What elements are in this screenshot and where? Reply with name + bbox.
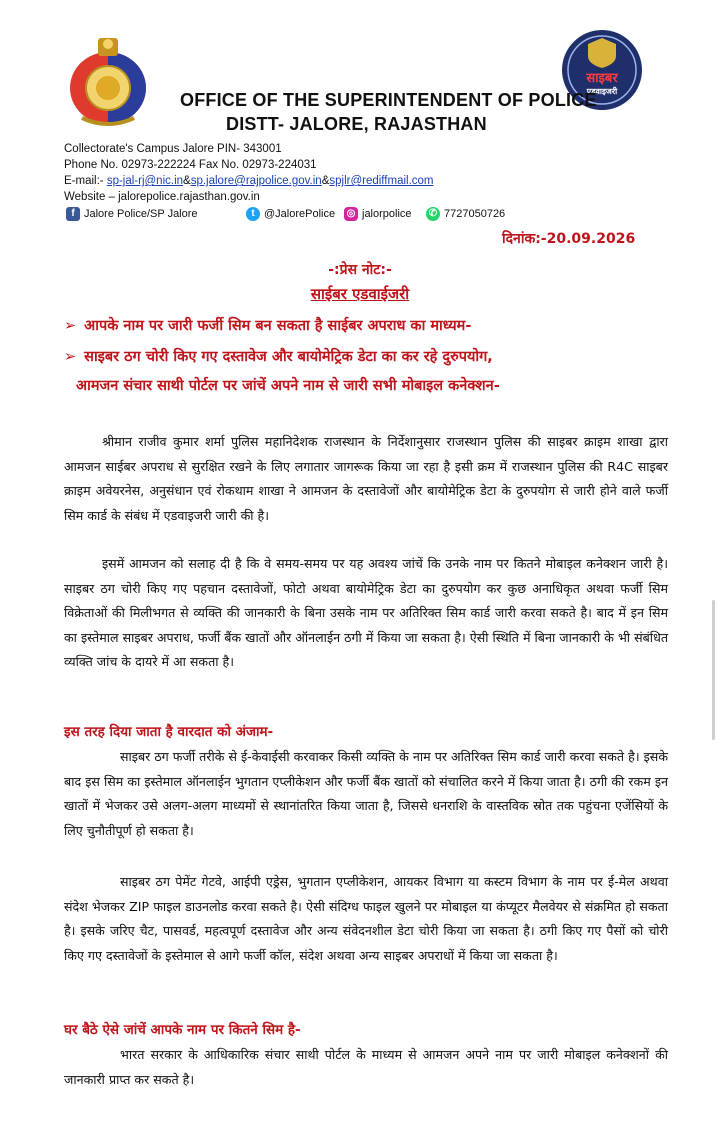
facebook-label: Jalore Police/SP Jalore <box>84 208 198 220</box>
advisory-title <box>0 284 720 304</box>
body-paragraph-5: भारत सरकार के आधिकारिक संचार साथी पोर्टल के माध्यम से आमजन अपने नाम पर जारी मोबाइल कनेक्शनों की जानकारी प्राप्त कर सकते है। <box>64 1047 668 1087</box>
facebook-link[interactable] <box>66 207 198 221</box>
body-paragraph-2: इसमें आमजन को सलाह दी है कि वे समय-समय पर यह अवश्य जांचें कि उनके नाम पर कितने मोबाइल कनेक्शन जारी है। साइबर ठग चोरी किए गए पहचान दस्तावेजों, फोटो अथवा बायोमेट्रिक डेटा का दुरुपयोग कर कुछ अनाधिकृत अथवा फर्जी सिम विक्रेताओं की मिलीभगत से व्यक्ति की जानकारी के बिना उसके नाम पर अतिरिक्त सिम कार्ड जारी करवा सकते है। बाद में इन सिम का इस्तेमाल साइबर अपराध, फर्जी बैंक खातों और ऑनलाईन ठगी में किया जा सकता है। ऐसी स्थिति में बिना जानकारी के भी संबंधित व्यक्ति जांच के दायरे में आ सकता है। <box>64 556 668 669</box>
body-paragraph-1: श्रीमान राजीव कुमार शर्मा पुलिस महानिदेशक राजस्थान के निर्देशानुसार राजस्थान पुलिस की साइबर क्राइम शाखा द्वारा आमजन साईबर अपराध से सुरक्षित रखने के लिए लगातार जागरूक किया जा रहा है इसी क्रम में राजस्थान पुलिस की R4C साइबर क्राइम अवेयरनेस, अनुसंधान एवं रोकथाम शाखा ने आमजन के दस्तावेजों और बायोमेट्रिक डेटा के दुरुपयोग से जारी होने वाले फर्जी सिम कार्ड के संबंध में एडवाइजरी जारी की है। <box>64 434 668 523</box>
arrow-bullet-icon: ➢ <box>64 349 77 365</box>
emblem-text-advisory: एडवाइजरी <box>586 87 618 96</box>
headline-bullet-2 <box>64 346 493 366</box>
headline-text-2: साइबर ठग चोरी किए गए दस्तावेज और बायोमेट्रिक डेटा का कर रहे दुरुपयोग, <box>84 349 493 365</box>
headline-text-3: आमजन संचार साथी पोर्टल पर जांचें अपने नाम से जारी सभी मोबाइल कनेक्शन- <box>76 378 500 394</box>
body-paragraph-4: साइबर ठग पेमेंट गेटवे, आईपी एड्रेस, भुगतान एप्लीकेशन, आयकर विभाग या कस्टम विभाग के नाम पर ई-मेल अथवा संदेश भेजकर ZIP फाइल डाउनलोड करवा सकते है। ऐसी संदिग्ध फाइल खुलने पर मोबाइल या कंप्यूटर मैलवेयर से संक्रमित हो सकता है। इसके जरिए चैट, पासवर्ड, महत्वपूर्ण दस्तावेज और अन्य संवेदनशील डेटा चोरी किया जा सकता है। ठगी किए गए पैसों को चोरी किए गए दस्तावेजों के इस्तेमाल से आगे फर्जी कॉल, संदेश अथवा अन्य साइबर अपराधों में किया जा सकता है। <box>64 874 668 963</box>
office-email-line <box>64 175 434 187</box>
section-heading-check-sims: घर बैठे ऐसे जांचें आपके नाम पर कितने सिम है- <box>64 1022 301 1038</box>
office-website: Website – jalorepolice.rajasthan.gov.in <box>64 191 260 203</box>
whatsapp-icon: ✆ <box>426 207 440 221</box>
twitter-icon: t <box>246 207 260 221</box>
rajasthan-police-emblem-icon <box>62 30 154 130</box>
headline-bullet-1 <box>64 315 471 335</box>
facebook-icon: f <box>66 207 80 221</box>
email-separator: & <box>183 175 191 187</box>
emblem-text-cyber: साइबर <box>586 71 618 86</box>
instagram-link[interactable] <box>344 207 412 221</box>
office-title: OFFICE OF THE SUPERINTENDENT OF POLICE <box>180 90 597 110</box>
office-district: DISTT- JALORE, RAJASTHAN <box>226 114 487 134</box>
email-label: E-mail:- <box>64 175 107 187</box>
twitter-link[interactable] <box>246 207 335 221</box>
press-note-heading: -:प्रेस नोट:- <box>328 262 392 278</box>
email-separator: & <box>321 175 330 187</box>
headline-bullet-3 <box>76 375 500 395</box>
body-paragraph-3: साइबर ठग फर्जी तरीके से ई-केवाईसी करवाकर किसी व्यक्ति के नाम पर अतिरिक्त सिम कार्ड जारी करवा सकते है। इसके बाद इस सिम का इस्तेमाल ऑनलाईन भुगतान एप्लीकेशन और फर्जी बैंक खातों को संचालित करने में किया जाता है। ठगी की रकम इन खातों में भेजकर उसे अलग-अलग माध्यमों से स्थानांतरित किया जाता है, जिससे धनराशि के वास्तविक स्रोत तक पहुंचना एजेंसियों के लिए चुनौतीपूर्ण हो सकता है। <box>64 749 668 838</box>
press-date: दिनांक:-20.09.2026 <box>502 231 636 247</box>
email-link-rediff[interactable]: spjlr@rediffmail.com <box>329 175 434 187</box>
whatsapp-label: 7727050726 <box>444 208 506 220</box>
headline-text-1: आपके नाम पर जारी फर्जी सिम बन सकता है साईबर अपराध का माध्यम- <box>84 318 472 334</box>
office-phone: Phone No. 02973-222224 Fax No. 02973-224031 <box>64 159 317 171</box>
instagram-icon: ◎ <box>344 207 358 221</box>
arrow-bullet-icon: ➢ <box>64 318 77 334</box>
scrollbar[interactable] <box>712 600 715 740</box>
section-heading-modus-operandi: इस तरह दिया जाता है वारदात को अंजाम- <box>64 724 274 740</box>
email-link-rajpolice[interactable]: sp.jalore@rajpolice.gov.in <box>190 175 322 187</box>
office-address: Collectorate's Campus Jalore PIN- 343001 <box>64 143 282 155</box>
advisory-title-text: साईबर एडवाईजरी <box>310 285 410 303</box>
whatsapp-link[interactable] <box>426 207 505 221</box>
instagram-label: jalorpolice <box>362 208 412 220</box>
twitter-label: @JalorePolice <box>264 208 336 220</box>
email-link-nic[interactable]: sp-jal-rj@nic.in <box>106 175 184 187</box>
